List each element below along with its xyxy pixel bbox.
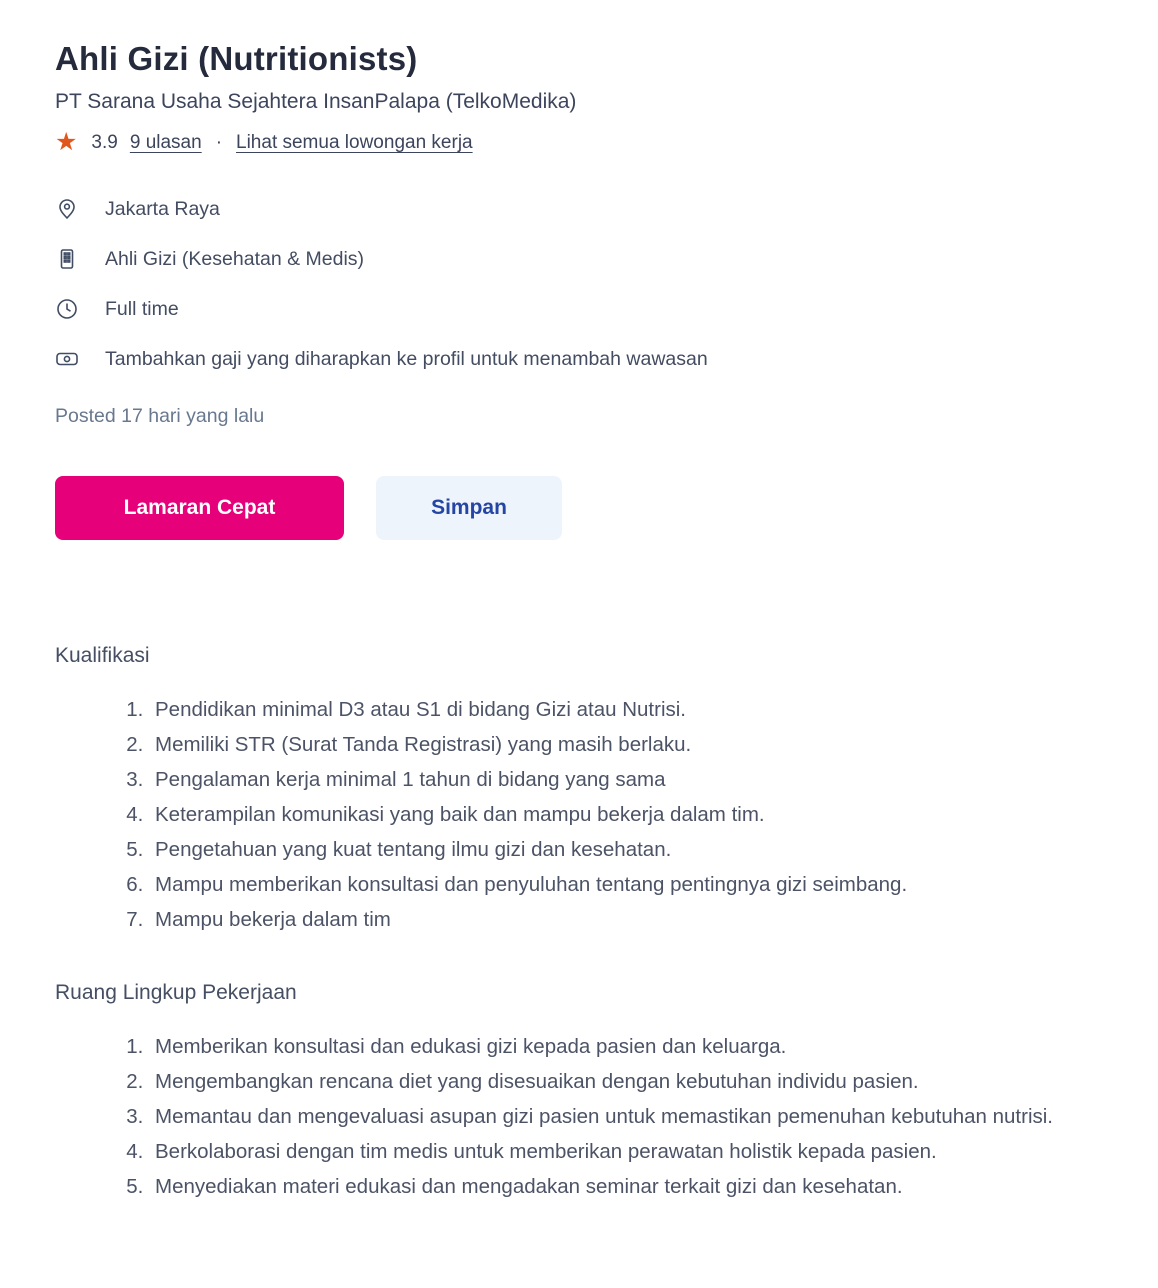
job-scope-list [55,1029,1118,1204]
list-item: 5. Pengetahuan yang kuat tentang ilmu gizi dan kesehatan. [149,832,1118,867]
company-name: PT Sarana Usaha Sejahtera InsanPalapa (TelkoMedika) [55,90,577,113]
list-item: 4. Berkolaborasi dengan tim medis untuk memberikan perawatan holistik kepada pasien. [149,1134,1118,1169]
salary-row [55,347,1118,371]
banknote-icon [55,347,79,371]
list-item: 7. Mampu bekerja dalam tim [149,902,1118,937]
rating-value: 3.9 [91,131,118,153]
category-row [55,247,1118,271]
building-icon [55,247,79,271]
location-row [55,197,1118,221]
location-label: Jakarta Raya [105,197,220,220]
worktype-row [55,297,1118,321]
star-icon: ★ [55,128,78,156]
action-buttons [55,476,1118,540]
list-item: 3. Memantau dan mengevaluasi asupan gizi pasien untuk memastikan pemenuhan kebutuhan nutrisi. [149,1099,1118,1134]
posted-date: Posted 17 hari yang lalu [55,405,265,427]
location-pin-icon [55,197,79,221]
list-item: 5. Menyediakan materi edukasi dan mengadakan seminar terkait gizi dan kesehatan. [149,1169,1118,1204]
section-heading-qualifications: Kualifikasi [55,644,150,667]
list-item: 2. Mengembangkan rencana diet yang disesuaikan dengan kebutuhan individu pasien. [149,1064,1118,1099]
page-title: Ahli Gizi (Nutritionists) [55,40,418,77]
qualifications-section [55,644,1118,937]
qualifications-list [55,692,1118,937]
all-jobs-link[interactable]: Lihat semua lowongan kerja [236,131,473,153]
rating-row [55,130,1118,155]
job-scope-section [55,981,1118,1204]
list-item: 1. Memberikan konsultasi dan edukasi gizi kepada pasien dan keluarga. [149,1029,1118,1064]
job-detail-rows [55,197,1118,371]
salary-hint-label: Tambahkan gaji yang diharapkan ke profil untuk menambah wawasan [105,347,708,370]
list-item: 2. Memiliki STR (Surat Tanda Registrasi) yang masih berlaku. [149,727,1118,762]
list-item: 1. Pendidikan minimal D3 atau S1 di bidang Gizi atau Nutrisi. [149,692,1118,727]
list-item: 4. Keterampilan komunikasi yang baik dan mampu bekerja dalam tim. [149,797,1118,832]
list-item: 6. Mampu memberikan konsultasi dan penyuluhan tentang pentingnya gizi seimbang. [149,867,1118,902]
quick-apply-button[interactable]: Lamaran Cepat [55,476,344,540]
list-item: 3. Pengalaman kerja minimal 1 tahun di bidang yang sama [149,762,1118,797]
clock-icon [55,297,79,321]
category-label: Ahli Gizi (Kesehatan & Medis) [105,247,365,270]
reviews-link[interactable]: 9 ulasan [129,131,202,153]
section-heading-job-scope: Ruang Lingkup Pekerjaan [55,981,297,1004]
worktype-label: Full time [105,297,179,320]
save-button[interactable]: Simpan [376,476,562,540]
dot-separator: · [215,131,223,153]
